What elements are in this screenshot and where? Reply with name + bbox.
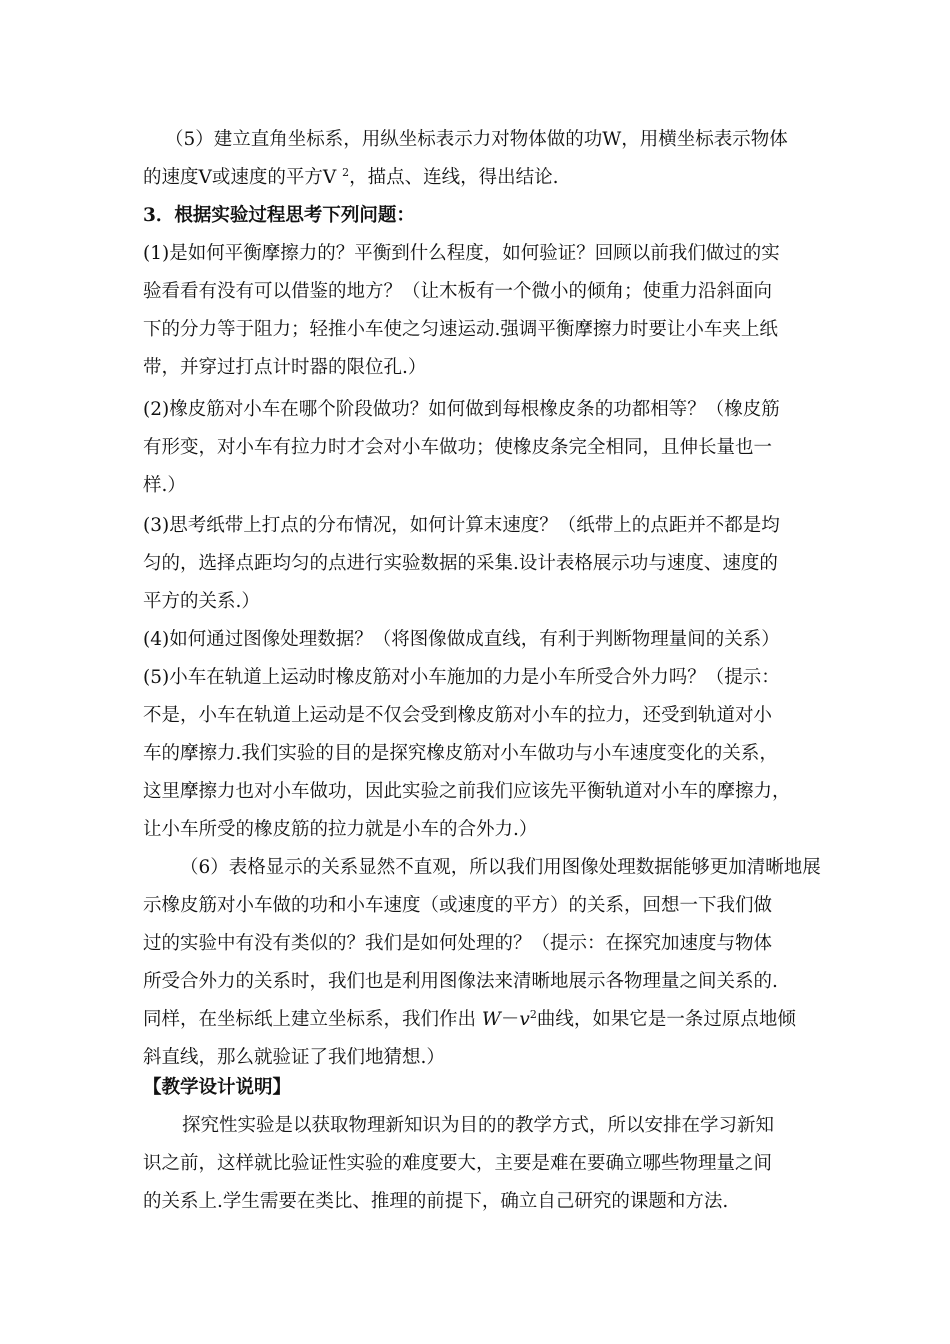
q5-line: (5)小车在轨道上运动时橡皮筋对小车施加的力是小车所受合外力吗？（提示： [143,667,780,688]
formula-v: v [519,1009,530,1030]
formula-dash: － [500,1009,520,1030]
step5-superscript: 2 [342,165,350,179]
q1-line: 下的分力等于阻力；轻推小车使之匀速运动.强调平衡摩擦力时要让小车夹上纸 [143,319,778,340]
q5-line: 不是，小车在轨道上运动是不仅会受到橡皮筋对小车的拉力，还受到轨道对小 [143,705,773,726]
q3-line: 平方的关系.） [143,591,260,612]
q6-line5-text-a: 同样，在坐标纸上建立坐标系，我们作出 [143,1009,482,1030]
q6-line5 [143,1008,813,1032]
design-body-line: 的关系上.学生需要在类比、推理的前提下，确立自己研究的课题和方法. [143,1191,729,1212]
step5-line1: （5）建立直角坐标系，用纵坐标表示力对物体做的功W，用横坐标表示物体 [165,129,788,150]
q2-line: (2)橡皮筋对小车在哪个阶段做功？如何做到每根橡皮条的功都相等？（橡皮筋 [143,399,780,420]
q5-line: 车的摩擦力.我们实验的目的是探究橡皮筋对小车做功与小车速度变化的关系， [143,743,778,764]
step5-line2-text-a: 的速度V或速度的平方V [143,167,343,188]
q3-line: 匀的，选择点距均匀的点进行实验数据的采集.设计表格展示功与速度、速度的 [143,553,778,574]
q3-line: (3)思考纸带上打点的分布情况，如何计算末速度？（纸带上的点距并不都是均 [143,515,780,536]
q2-line: 样.） [143,475,186,496]
q6-line3: 过的实验中有没有类似的？我们是如何处理的？（提示：在探究加速度与物体 [143,933,773,954]
q4-line: (4)如何通过图像处理数据？（将图像做成直线，有利于判断物理量间的关系） [143,629,780,650]
q5-line: 让小车所受的橡皮筋的拉力就是小车的合外力.） [143,819,538,840]
q1-line: 验看看有没有可以借鉴的地方？（让木板有一个微小的倾角；使重力沿斜面向 [143,281,773,302]
q6-line1: （6）表格显示的关系显然不直观，所以我们用图像处理数据能够更加清晰地展 [180,857,821,878]
q6-line2: 示橡皮筋对小车做的功和小车速度（或速度的平方）的关系，回想一下我们做 [143,895,773,916]
step5-line2-text-b: ，描点、连线，得出结论. [349,167,559,188]
step5-line2 [143,166,813,190]
q6-line6: 斜直线，那么就验证了我们地猜想.） [143,1047,445,1068]
q1-line: 带，并穿过打点计时器的限位孔.） [143,357,427,378]
design-heading: 【教学设计说明】 [143,1077,292,1098]
formula-w: W [481,1009,501,1030]
q6-line5-text-b: 曲线，如果它是一条过原点地倾 [536,1009,796,1030]
q2-line: 有形变，对小车有拉力时才会对小车做功；使橡皮条完全相同，且伸长量也一 [143,437,773,458]
q1-line: (1)是如何平衡摩擦力的？平衡到什么程度，如何验证？回顾以前我们做过的实 [143,243,780,264]
formula-superscript: 2 [529,1007,537,1021]
design-body-line: 探究性实验是以获取物理新知识为目的的教学方式，所以安排在学习新知 [182,1115,775,1136]
q6-line4: 所受合外力的关系时，我们也是利用图像法来清晰地展示各物理量之间关系的. [143,971,778,992]
design-body-line: 识之前，这样就比验证性实验的难度要大，主要是难在要确立哪些物理量之间 [143,1153,773,1174]
q5-line: 这里摩擦力也对小车做功，因此实验之前我们应该先平衡轨道对小车的摩擦力， [143,781,791,802]
section3-heading: 3．根据实验过程思考下列问题： [143,205,415,226]
